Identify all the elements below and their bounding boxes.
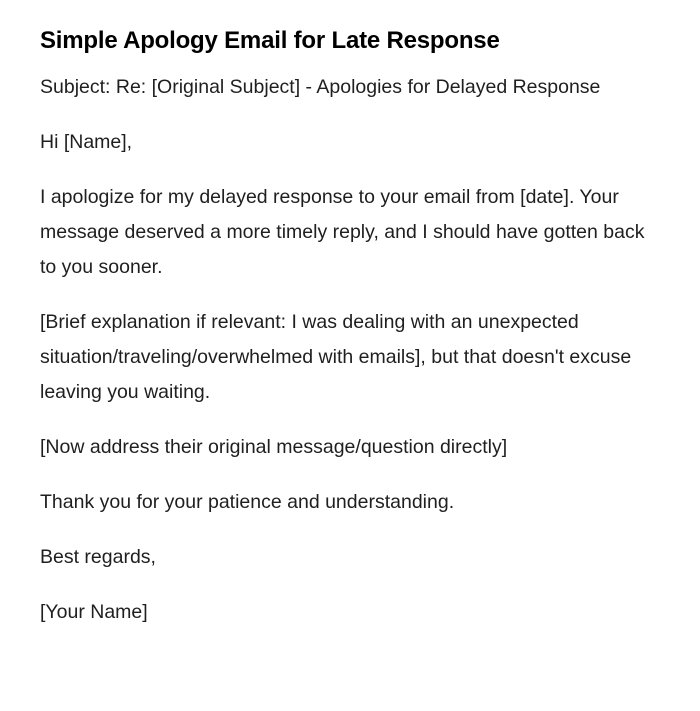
body-paragraph-explanation: [Brief explanation if relevant: I was dealing with an unexpected situation/traveling/overwhelmed with emails], but that doesn't excuse leaving you waiting.: [40, 311, 632, 403]
signature-placeholder: [Your Name]: [40, 601, 148, 623]
closing-line: Best regards,: [40, 546, 156, 568]
document-title: Simple Apology Email for Late Response: [40, 27, 500, 54]
body-paragraph-address-message: [Now address their original message/question directly]: [40, 436, 508, 458]
body-paragraph-apology: I apologize for my delayed response to your email from [date]. Your message deserved a more timely reply, and I should have gotten back to you sooner.: [40, 186, 645, 278]
greeting: Hi [Name],: [40, 131, 133, 153]
thanks-line: Thank you for your patience and understanding.: [40, 491, 455, 513]
subject-line: Subject: Re: [Original Subject] - Apologies for Delayed Response: [40, 76, 601, 98]
